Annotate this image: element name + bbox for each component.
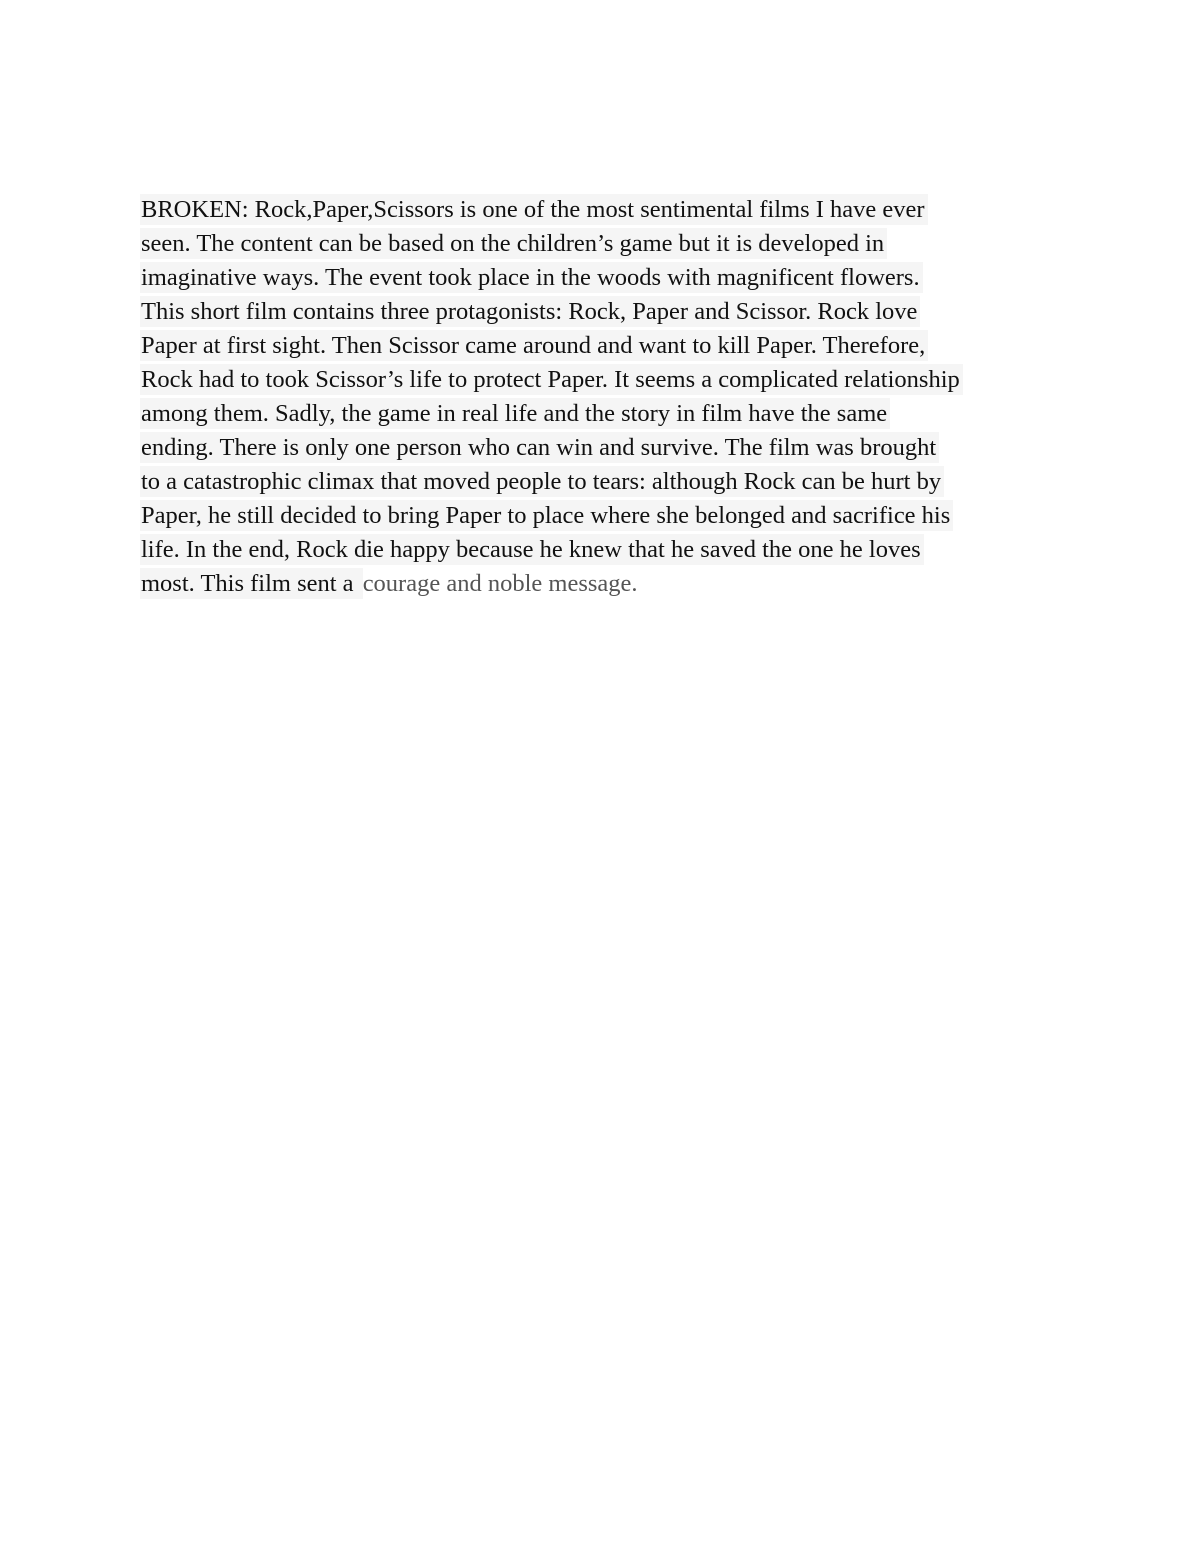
text-line: seen. The content can be based on the children’s game but it is developed in [140,227,1080,261]
review-paragraph [140,193,1080,601]
text-line: life. In the end, Rock die happy because he knew that he saved the one he loves [140,533,1080,567]
last-line-start: most. This film sent a [140,568,363,599]
text-line: BROKEN: Rock,Paper,Scissors is one of the most sentimental films I have ever [140,193,1080,227]
text-line: imaginative ways. The event took place in the woods with magnificent flowers. [140,261,1080,295]
last-line-end: courage and noble message. [362,570,638,597]
text-line: Paper, he still decided to bring Paper to place where she belonged and sacrifice his [140,499,1080,533]
text-line: to a catastrophic climax that moved people to tears: although Rock can be hurt by [140,465,1080,499]
text-line: among them. Sadly, the game in real life and the story in film have the same [140,397,1080,431]
text-line: Paper at first sight. Then Scissor came around and want to kill Paper. Therefore, [140,329,1080,363]
text-line-last [140,567,1080,601]
text-line: This short film contains three protagonists: Rock, Paper and Scissor. Rock love [140,295,1080,329]
text-line: ending. There is only one person who can win and survive. The film was brought [140,431,1080,465]
text-line: Rock had to took Scissor’s life to protect Paper. It seems a complicated relationship [140,363,1080,397]
